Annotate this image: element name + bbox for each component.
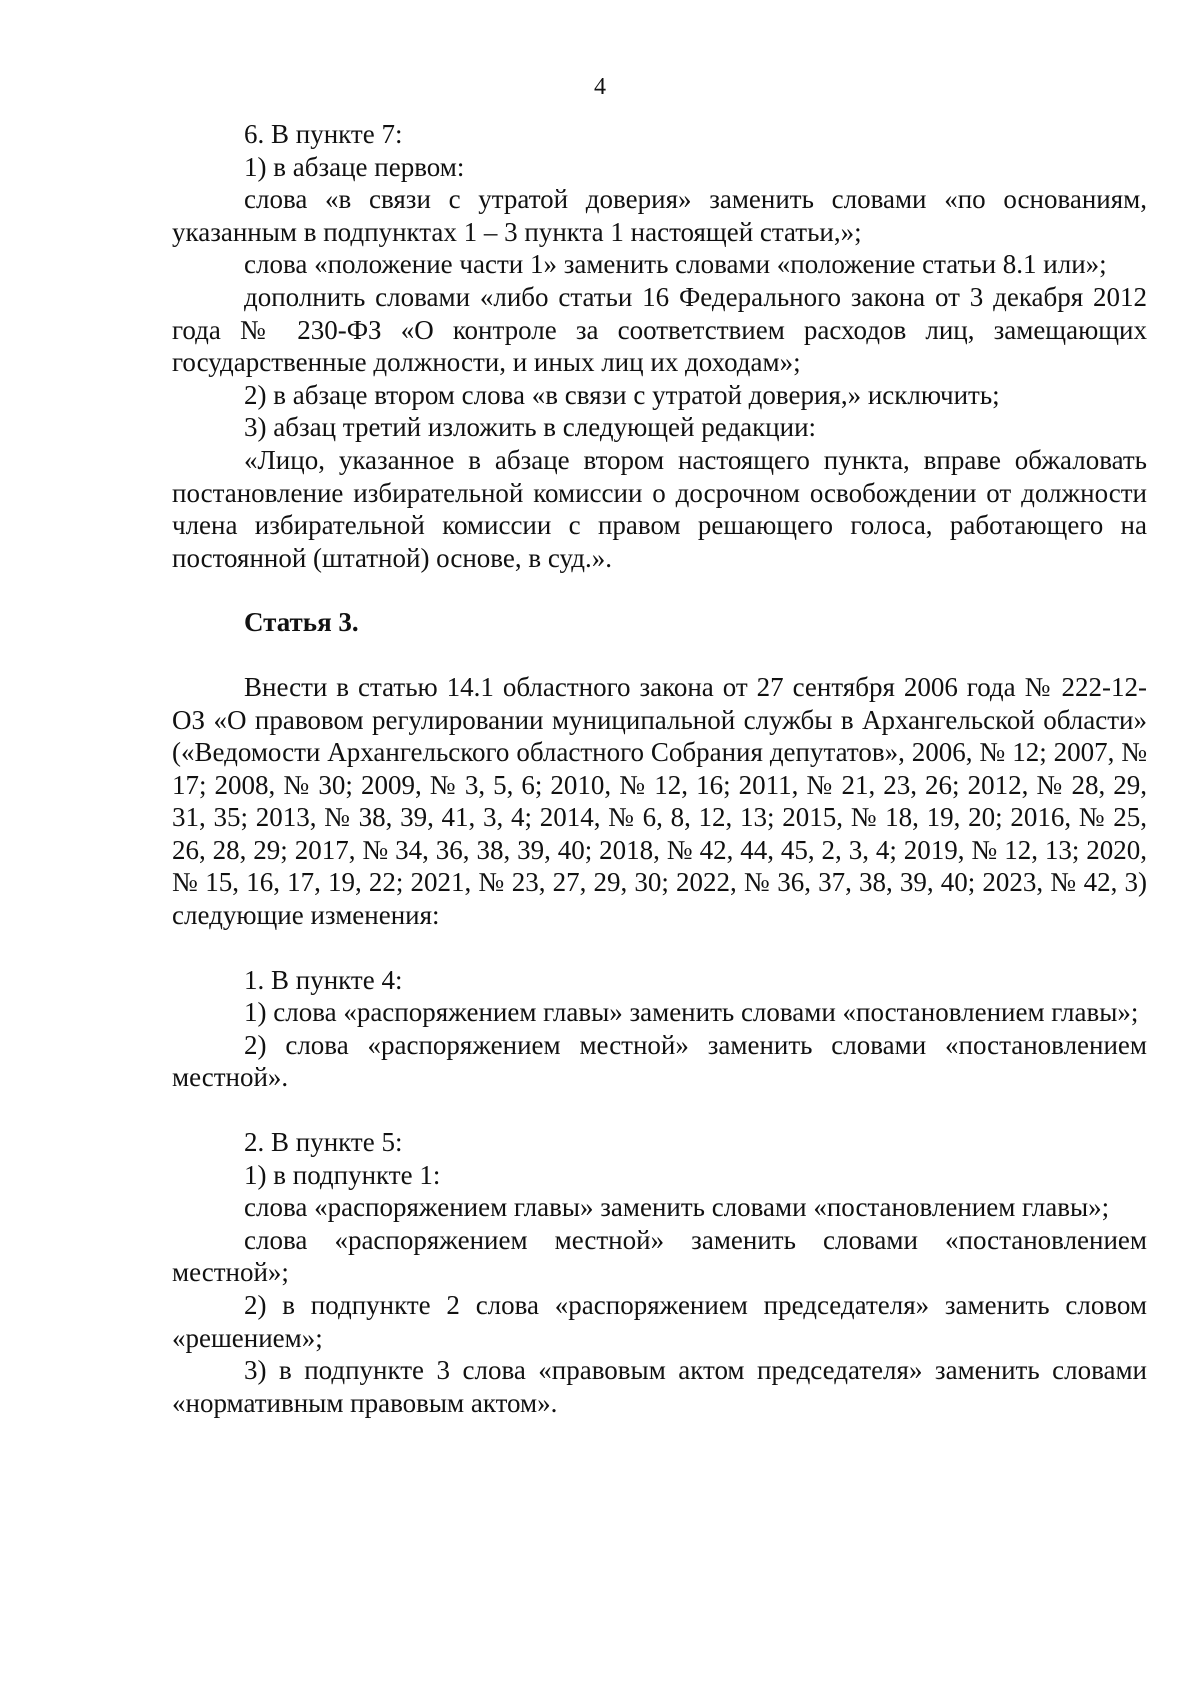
paragraph-item-6: 6. В пункте 7: — [244, 119, 403, 149]
paragraph-item-2: 2. В пункте 5: — [244, 1127, 403, 1158]
paragraph-quoted-text: «Лицо, указанное в абзаце втором настоящего пункта, вправе обжаловать постановление избирательной комиссии о досрочном освобождении от должности члена избирательной комиссии с правом решающего голоса, работающего на постоянной (штатной) основе, в суд.». — [172, 444, 1147, 573]
paragraph-replace-words: слова «в связи с утратой доверия» заменить словами «по основаниям, указанным в подпунктах 1 – 3 пункта 1 настоящей статьи,»; — [172, 184, 1147, 247]
paragraph-item-1-sub-1: 1) слова «распоряжением главы» заменить словами «постановлением главы»; — [244, 997, 1139, 1028]
article-heading: Статья 3. — [244, 607, 359, 638]
paragraph-item-1-sub-2: 2) слова «распоряжением местной» заменить словами «постановлением местной». — [172, 1029, 1147, 1093]
paragraph-item-2-sub-3: 3) в подпункте 3 слова «правовым актом председателя» заменить словами «нормативным правовым актом». — [172, 1355, 1147, 1418]
document-body — [172, 118, 1147, 1419]
paragraph-item-2-replace-local: слова «распоряжением местной» заменить словами «постановлением местной»; — [172, 1224, 1147, 1288]
paragraph-item-2-replace-head: слова «распоряжением главы» заменить словами «постановлением главы»; — [244, 1192, 1110, 1223]
paragraph-subitem-2: 2) в абзаце втором слова «в связи с утратой доверия,» исключить; — [244, 379, 1000, 410]
paragraph-supplement: дополнить словами «либо статьи 16 Федерального закона от 3 декабря 2012 года № 230-ФЗ «О контроле за соответствием расходов лиц, замещающих государственные должности, и иных лиц их доходам»; — [172, 281, 1147, 378]
paragraph-subitem-1: 1) в абзаце первом: — [244, 151, 465, 182]
paragraph-item-2-sub-2: 2) в подпункте 2 слова «распоряжением председателя» заменить словом «решением»; — [172, 1290, 1147, 1353]
paragraph-item-2-sub-1: 1) в подпункте 1: — [244, 1159, 441, 1190]
paragraph-article-intro: Внести в статью 14.1 областного закона от 27 сентября 2006 года № 222-12-ОЗ «О правовом регулировании муниципальной службы в Архангельской области» («Ведомости Архангельского областного Собрания депутатов», 2006, № 12; 2007, № 17; 2008, № 30; 2009, № 3, 5, 6; 2010, № 12, 16; 2011, № 21, 23, 26; 2012, № 28, 29, 31, 35; 2013, № 38, 39, 41, 3, 4; 2014, № 6, 8, 12, 13; 2015, № 18, 19, 20; 2016, № 25, 26, 28, 29; 2017, № 34, 36, 38, 39, 40; 2018, № 42, 44, 45, 2, 3, 4; 2019, № 12, 13; 2020, № 15, 16, 17, 19, 22; 2021, № 23, 27, 29, 30; 2022, № 36, 37, 38, 39, 40; 2023, № 42, 3) следующие изменения: — [172, 671, 1147, 931]
paragraph-replace-part: слова «положение части 1» заменить словами «положение статьи 8.1 или»; — [244, 249, 1107, 280]
paragraph-item-1: 1. В пункте 4: — [244, 964, 403, 995]
page-number: 4 — [594, 74, 606, 100]
paragraph-subitem-3: 3) абзац третий изложить в следующей редакции: — [244, 412, 817, 443]
